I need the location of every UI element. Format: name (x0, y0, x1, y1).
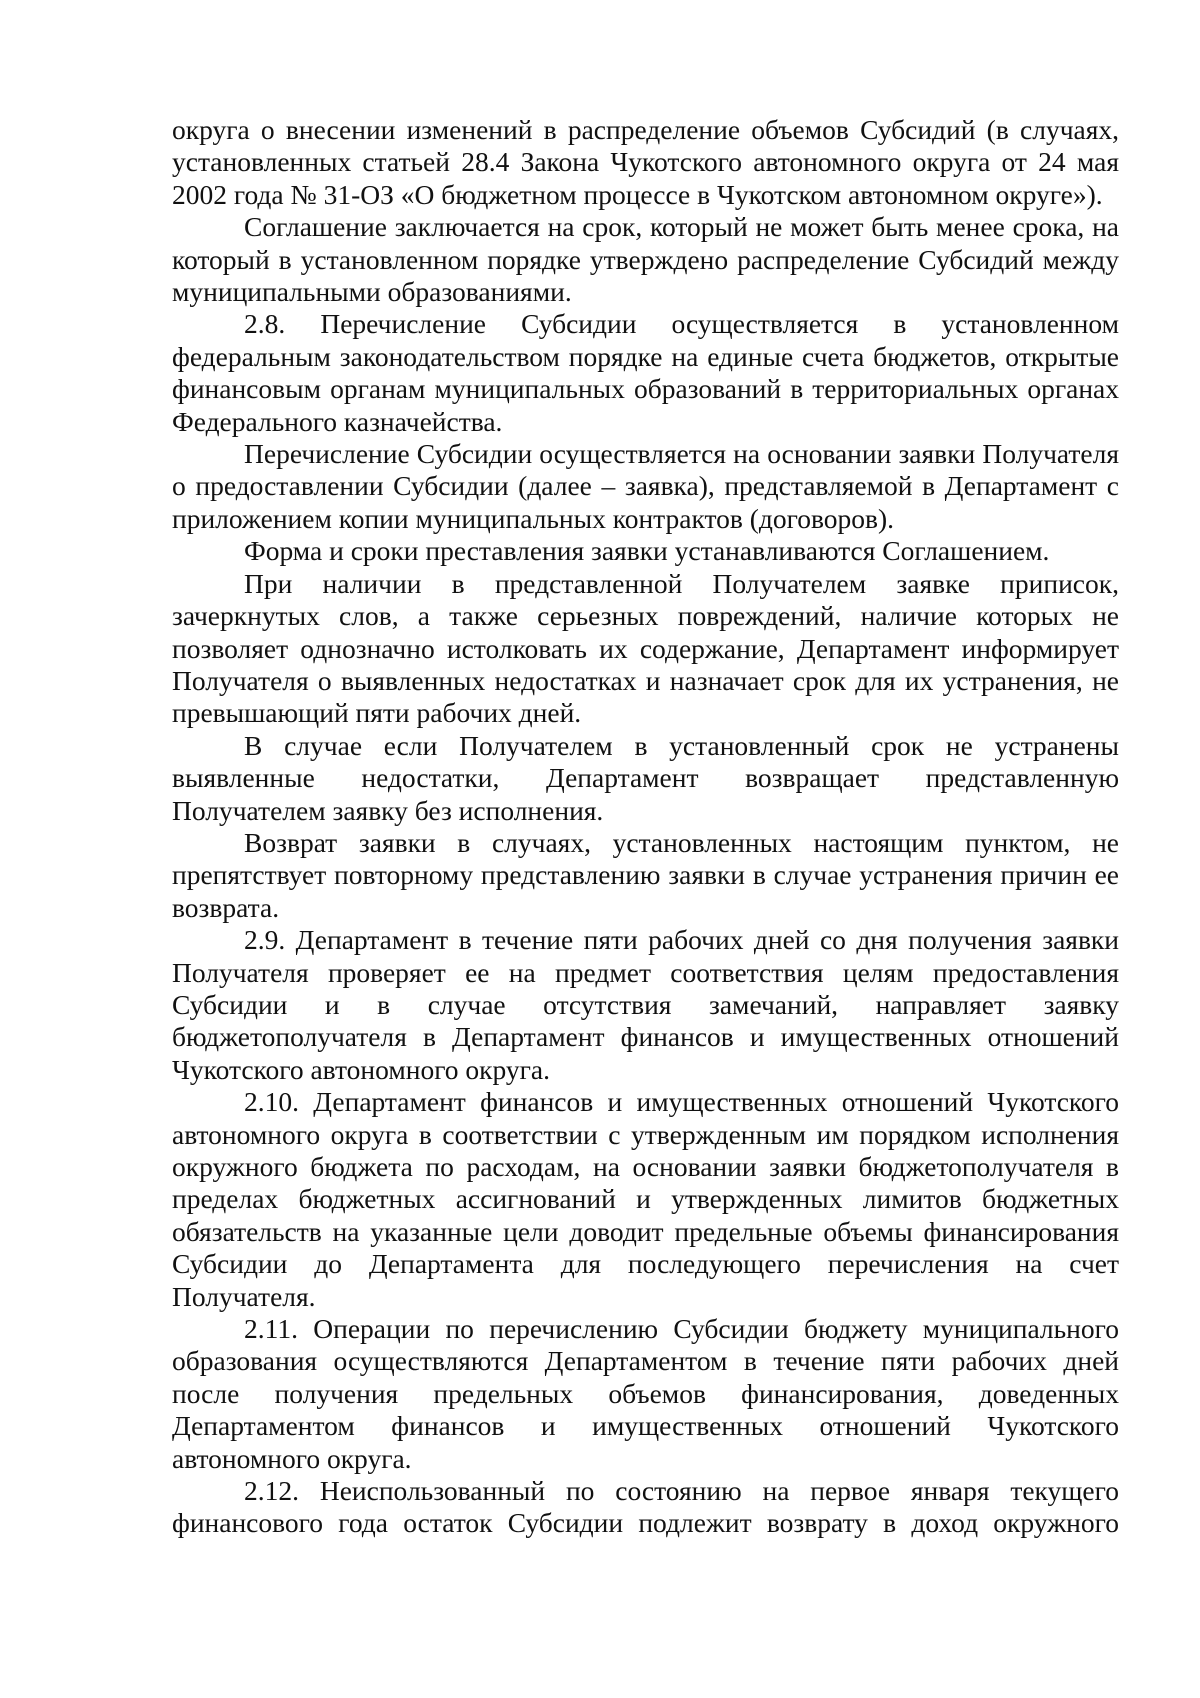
paragraph-2-11: 2.11. Операции по перечислению Субсидии бюджету муниципального образования осуществляются Департаментом в течение пяти рабочих дней после получения предельных объемов финансирования, доведенных Департаментом финансов и имущественных отношений Чукотского автономного округа. (172, 1313, 1119, 1474)
paragraph-2-9: 2.9. Департамент в течение пяти рабочих дней со дня получения заявки Получателя проверяет ее на предмет соответствия целям предоставления Субсидии и в случае отсутствия замечаний, направляет заявку бюджетополучателя в Департамент финансов и имущественных отношений Чукотского автономного округа. (172, 924, 1119, 1085)
paragraph-agreement-term: Соглашение заключается на срок, который не может быть менее срока, на который в установленном порядке утверждено распределение Субсидий между муниципальными образованиями. (172, 211, 1119, 308)
paragraph-2-12: 2.12. Неиспользованный по состоянию на первое января текущего финансового года остаток Субсидии подлежит возврату в доход окружного (172, 1475, 1119, 1539)
paragraph-application-return: В случае если Получателем в установленный срок не устранены выявленные недостатки, Департамент возвращает представленную Получателем заявку без исполнения. (172, 729, 1119, 826)
paragraph-transfer-basis: Перечисление Субсидии осуществляется на основании заявки Получателя о предоставлении Субсидии (далее – заявка), представляемой в Департамент с приложением копии муниципальных контрактов (договоров). (172, 438, 1119, 534)
paragraph-application-form: Форма и сроки преставления заявки устанавливаются Соглашением. (244, 535, 1050, 567)
paragraph-resubmission: Возврат заявки в случаях, установленных настоящим пунктом, не препятствует повторному представлению заявки в случае устранения причин ее возврата. (172, 826, 1119, 923)
document-page (172, 114, 1119, 1540)
paragraph-application-defects: При наличии в представленной Получателем заявке приписок, зачеркнутых слов, а также серьезных повреждений, наличие которых не позволяет однозначно истолковать их содержание, Департамент информирует Получателя о выявленных недостатках и назначает срок для их устранения, не превышающий пяти рабочих дней. (172, 567, 1119, 729)
paragraph-continuation: округа о внесении изменений в распределение объемов Субсидий (в случаях, установленных статьей 28.4 Закона Чукотского автономного округа от 24 мая 2002 года № 31-ОЗ «О бюджетном процессе в Чукотском автономном округе»). (172, 114, 1119, 210)
paragraph-2-10: 2.10. Департамент финансов и имущественных отношений Чукотского автономного округа в соответствии с утвержденным им порядком исполнения окружного бюджета по расходам, на основании заявки бюджетополучателя в пределах бюджетных ассигнований и утвержденных лимитов бюджетных обязательств на указанные цели доводит предельные объемы финансирования Субсидии до Департамента для последующего перечисления на счет Получателя. (172, 1086, 1119, 1312)
paragraph-2-8: 2.8. Перечисление Субсидии осуществляется в установленном федеральным законодательством порядке на единые счета бюджетов, открытые финансовым органам муниципальных образований в территориальных органах Федерального казначейства. (172, 308, 1119, 437)
